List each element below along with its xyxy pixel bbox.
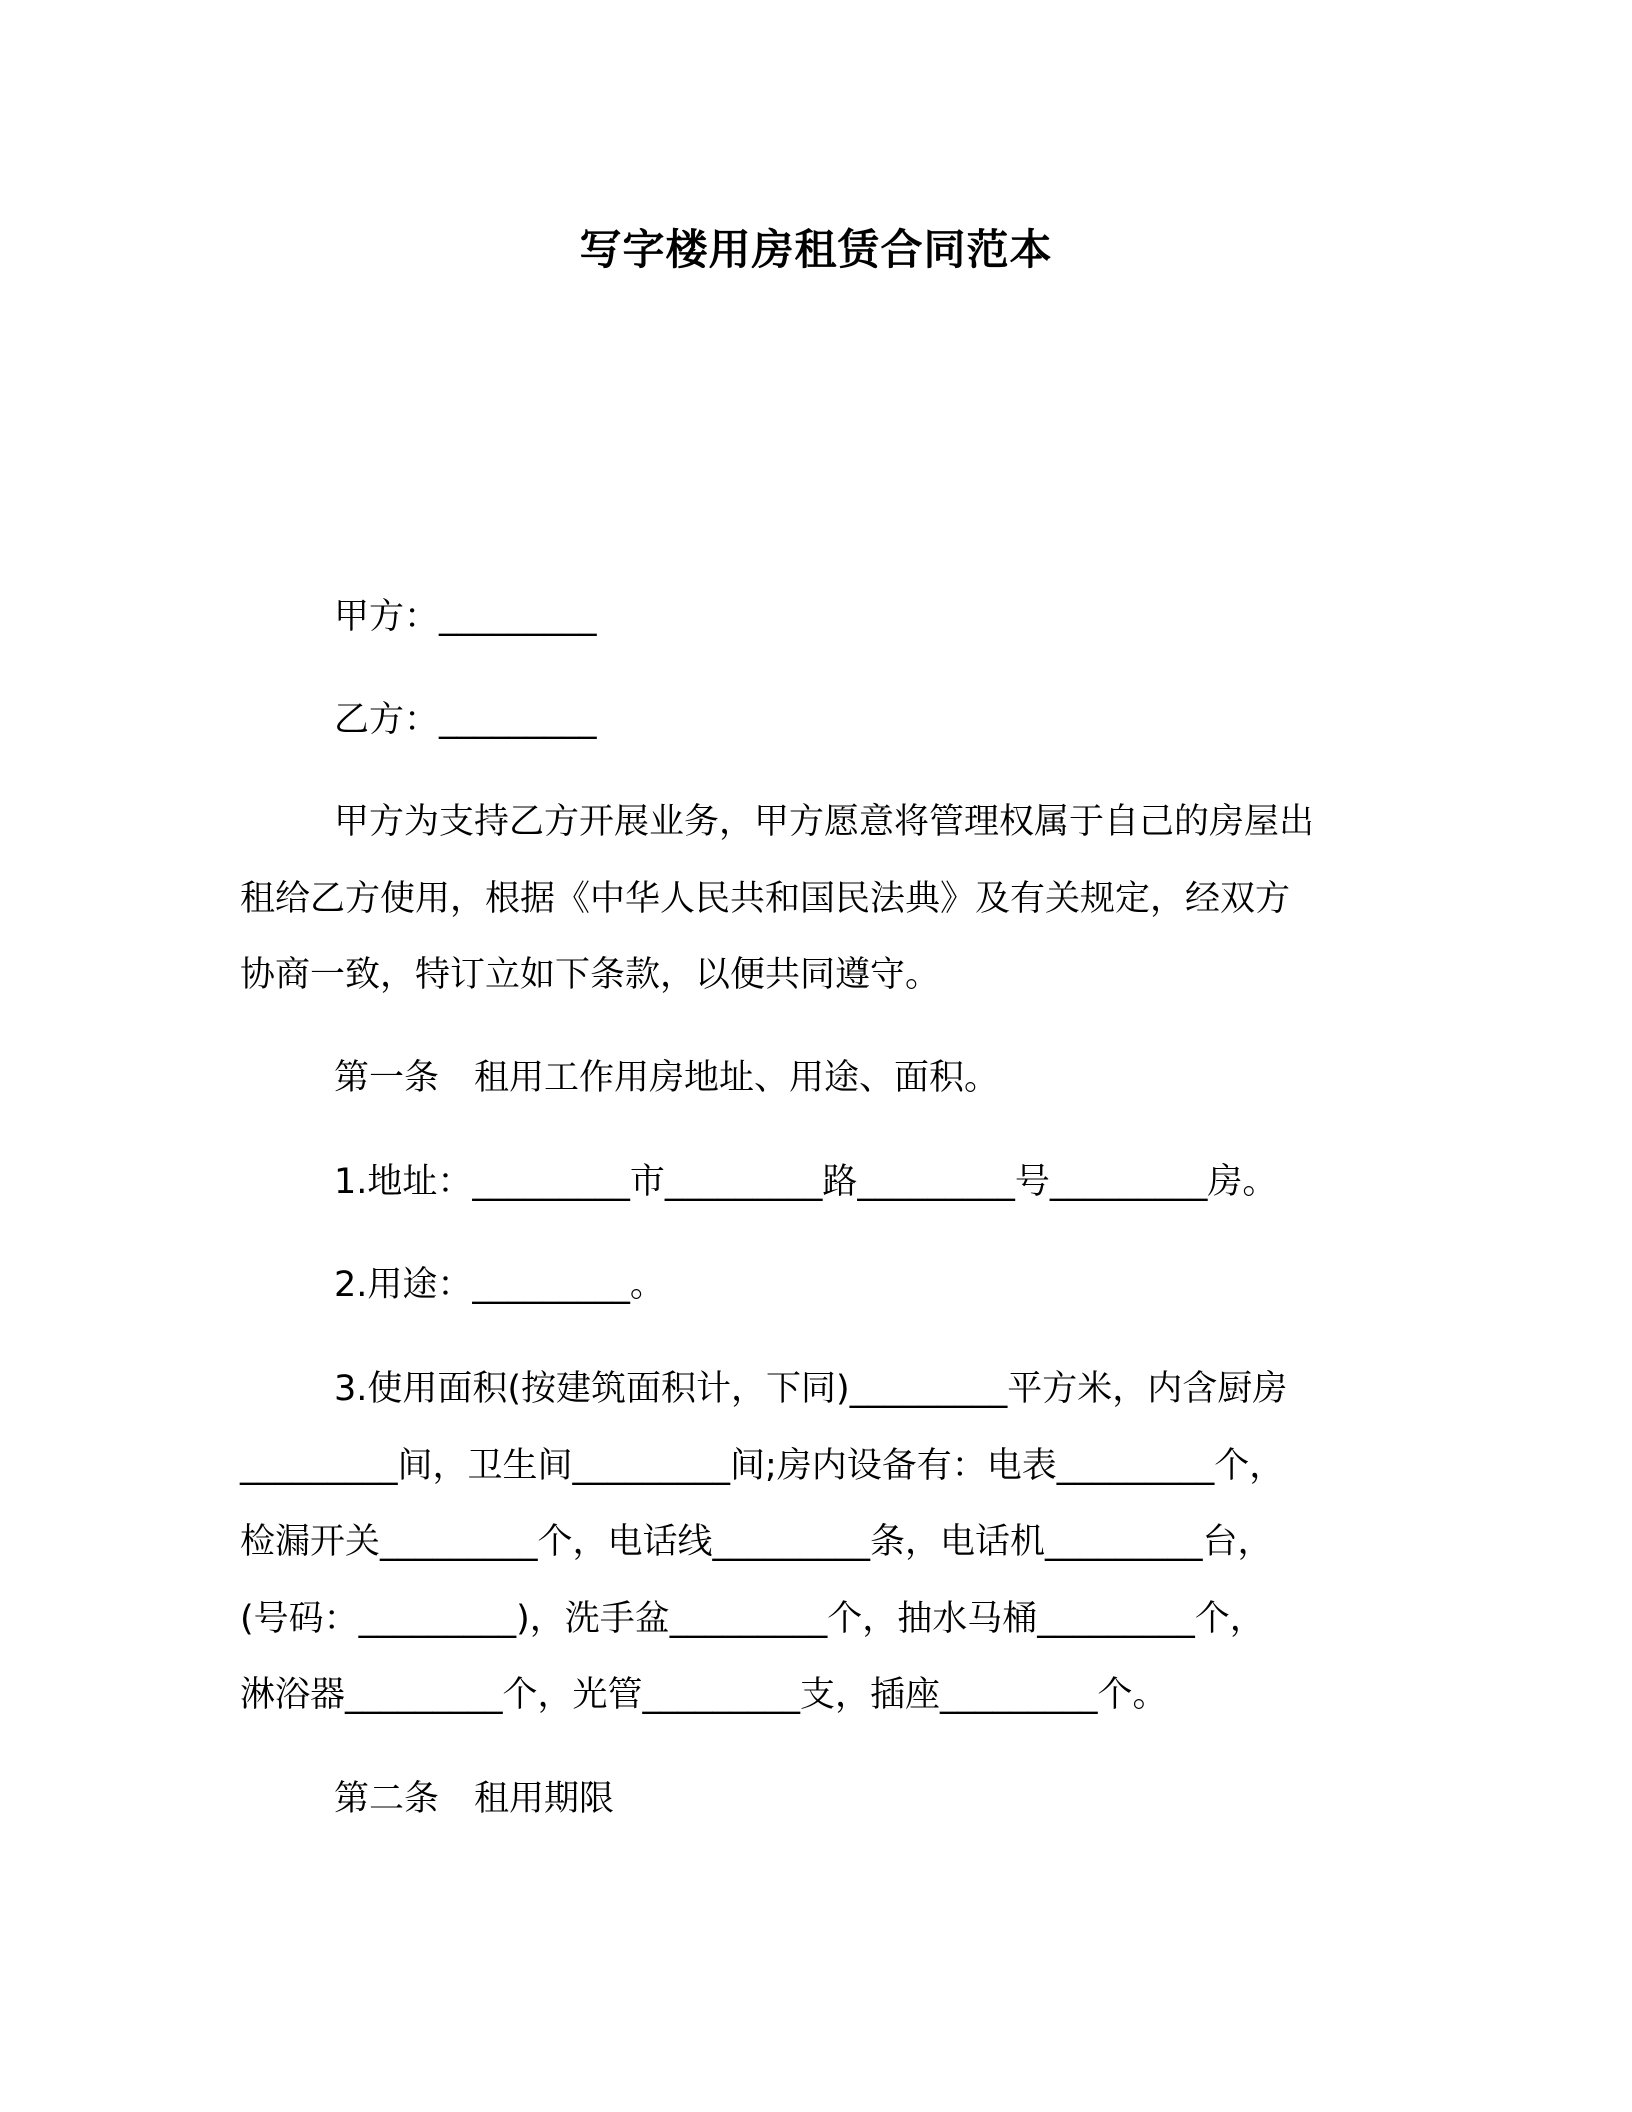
article-1-heading: 第一条 租用工作用房地址、用途、面积。 — [334, 1058, 1000, 1098]
preamble-line-2: 租给乙方使用，根据《中华人民共和国民法典》及有关规定，经双方 — [240, 879, 1291, 919]
area-line-5: 淋浴器_________个，光管_________支，插座_________个。 — [240, 1675, 1168, 1715]
purpose-line: 2.用途：_________。 — [334, 1265, 665, 1305]
area-line-1: 3.使用面积(按建筑面积计，下同)_________平方米，内含厨房 — [334, 1369, 1288, 1409]
party-b-line: 乙方：_________ — [334, 700, 597, 740]
preamble-line-1: 甲方为支持乙方开展业务，甲方愿意将管理权属于自己的房屋出 — [334, 802, 1315, 842]
area-line-2: _________间，卫生间_________间;房内设备有：电表_________个， — [240, 1446, 1285, 1486]
document-title: 写字楼用房租赁合同范本 — [579, 225, 1053, 274]
address-line: 1.地址：_________市_________路_________号_________房。 — [334, 1162, 1278, 1202]
party-a-line: 甲方：_________ — [334, 597, 597, 637]
article-2-heading: 第二条 租用期限 — [334, 1779, 615, 1819]
area-line-3: 检漏开关_________个，电话线_________条，电话机_________台， — [240, 1522, 1273, 1562]
area-line-4: (号码：_________)，洗手盆_________个，抽水马桶_________个， — [240, 1599, 1265, 1639]
preamble-line-3: 协商一致，特订立如下条款，以便共同遵守。 — [240, 955, 941, 995]
